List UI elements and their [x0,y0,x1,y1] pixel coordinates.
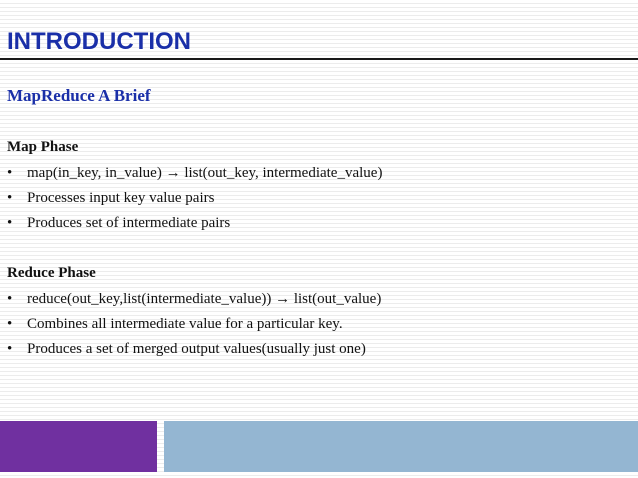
bullet-dot: • [7,215,13,231]
bullet-text: reduce(out_key,list(intermediate_value)) → list(out_value) [27,291,382,307]
bullet-dot: • [7,341,13,357]
slide-subtitle: MapReduce A Brief [7,86,151,105]
footer-accent-bar-blue [164,421,638,472]
footer-accent-bar-purple [0,421,157,472]
reduce-phase-bullet [7,291,381,308]
reduce-phase-bullet [7,341,366,358]
map-phase-bullet [7,215,230,232]
bullet-dot: • [7,165,13,181]
bullet-dot: • [7,316,13,332]
bullet-text: Combines all intermediate value for a particular key. [27,316,343,332]
map-phase-bullet [7,165,382,182]
bullet-dot: • [7,190,13,206]
title-divider [0,58,638,60]
reduce-phase-bullet [7,316,343,333]
bullet-text: Produces set of intermediate pairs [27,215,231,231]
reduce-phase-heading: Reduce Phase [7,265,96,281]
bullet-dot: • [7,291,13,307]
bullet-text: Produces a set of merged output values(usually just one) [27,341,366,357]
bullet-text: Processes input key value pairs [27,190,215,206]
map-phase-bullet [7,190,214,207]
slide-title: INTRODUCTION [7,28,191,55]
map-phase-heading: Map Phase [7,139,79,155]
bullet-text: map(in_key, in_value) → list(out_key, intermediate_value) [27,165,383,181]
